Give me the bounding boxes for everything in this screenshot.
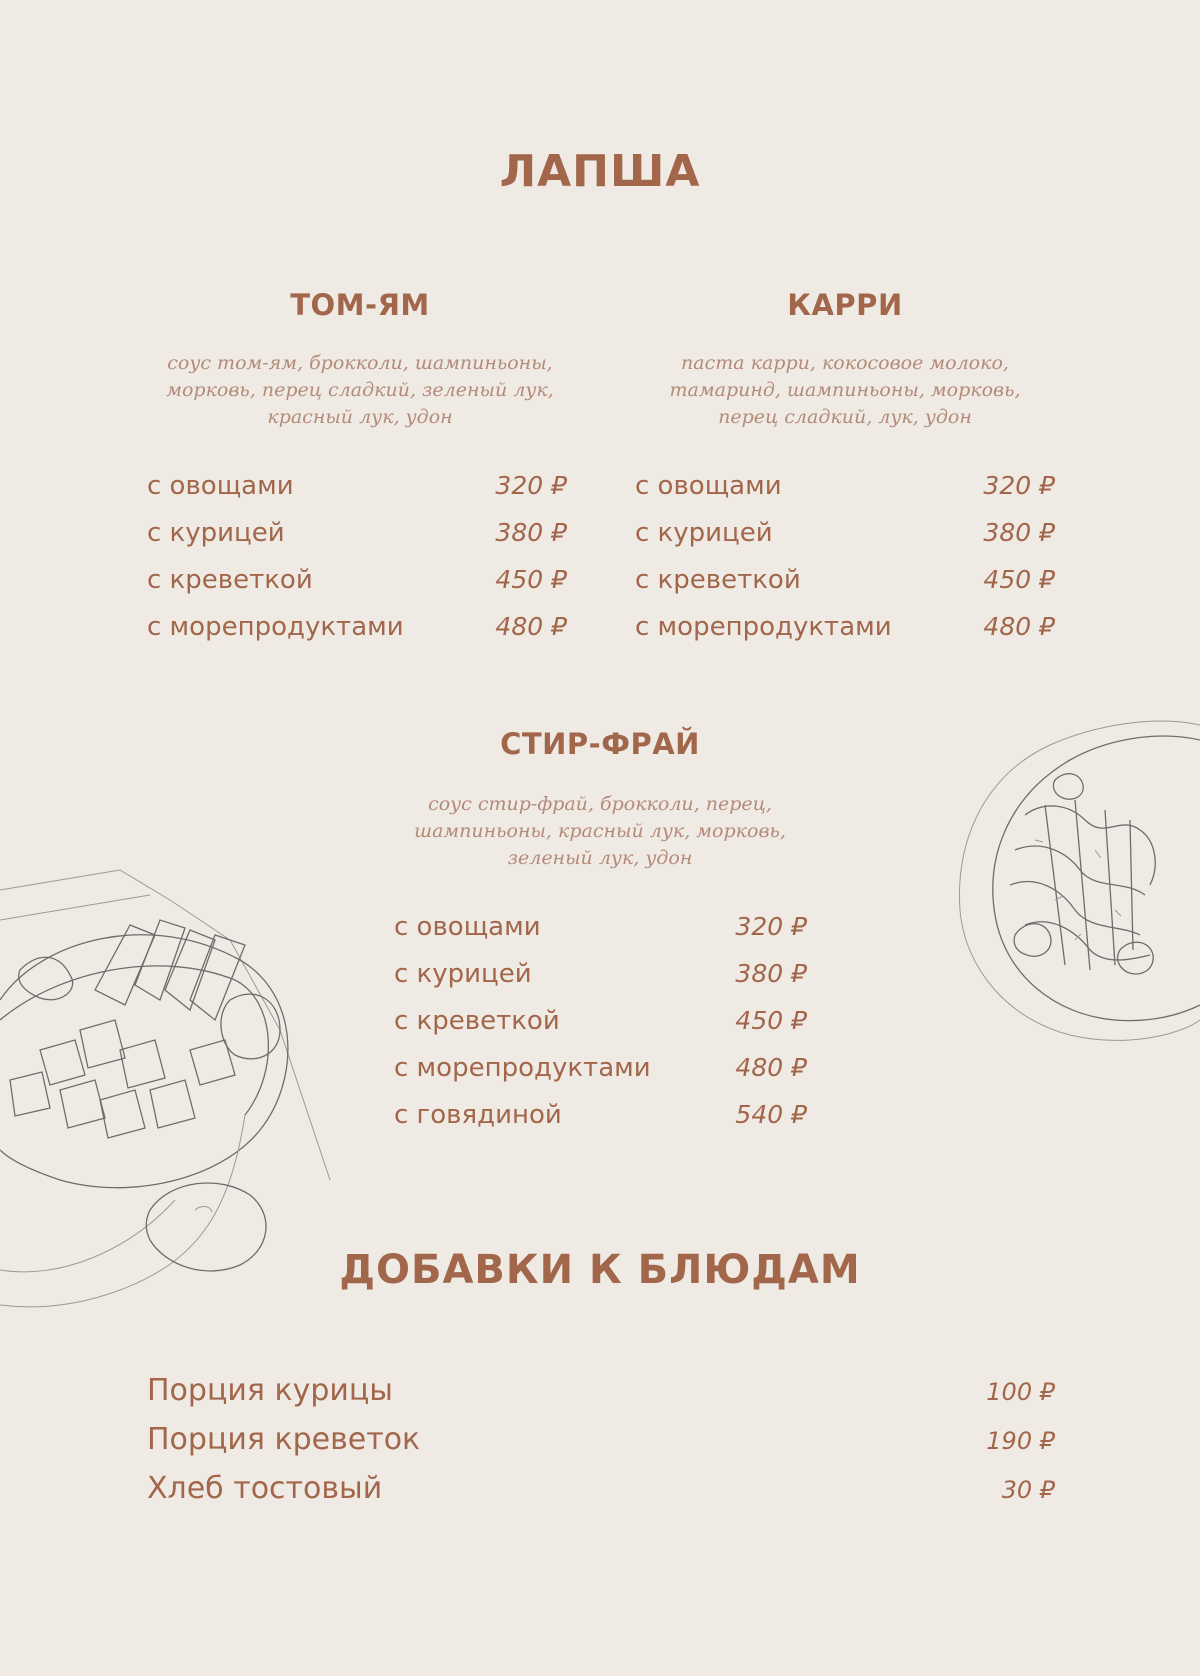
menu-item-name: с овощами [147,471,294,501]
additions-title: ДОБАВКИ К БЛЮДАМ [339,1247,861,1293]
addition-item-name: Хлеб тостовый [147,1471,383,1506]
menu-item-name: с курицей [394,959,532,989]
addition-item [147,1373,1055,1422]
menu-item-name: с морепродуктами [635,612,892,642]
addition-item [147,1422,1055,1471]
menu-item-price: 480 ₽ [983,612,1055,641]
addition-item-name: Порция креветок [147,1422,421,1457]
menu-item [147,565,567,612]
menu-item-name: с морепродуктами [394,1053,651,1083]
addition-item [147,1471,1055,1520]
menu-item-name: с креветкой [635,565,801,595]
menu-item-price: 380 ₽ [735,959,807,988]
menu-item-price: 450 ₽ [495,565,567,594]
section-description-tom-yam [130,350,590,431]
additions-list [147,1373,1055,1520]
menu-item-price: 320 ₽ [495,471,567,500]
description-line: шампиньоны, красный лук, морковь, [414,820,786,842]
menu-item-price: 480 ₽ [495,612,567,641]
description-line: морковь, перец сладкий, зеленый лук, [166,379,554,401]
menu-item-price: 320 ₽ [983,471,1055,500]
menu-item-price: 320 ₽ [735,912,807,941]
description-line: красный лук, удон [267,406,453,428]
menu-item [147,471,567,518]
menu-item [394,1006,807,1053]
noodle-plate-illustration [955,720,1200,1050]
menu-item-price: 450 ₽ [735,1006,807,1035]
menu-item-price: 450 ₽ [983,565,1055,594]
menu-item [635,518,1055,565]
menu-item [147,612,567,659]
addition-item-price: 30 ₽ [1001,1476,1055,1504]
menu-item [635,471,1055,518]
menu-item-name: с курицей [147,518,285,548]
menu-item [635,565,1055,612]
menu-item [635,612,1055,659]
description-line: соус том-ям, брокколи, шампиньоны, [167,352,553,374]
price-list-stir-fry [394,912,807,1147]
section-title-stir-fry: СТИР-ФРАЙ [500,727,700,761]
description-line: паста карри, кокосовое молоко, [681,352,1009,374]
menu-item-name: с говядиной [394,1100,562,1130]
description-line: перец сладкий, лук, удон [718,406,972,428]
page-title: ЛАПША [499,146,701,197]
section-title-curry: КАРРИ [787,288,903,322]
section-description-curry [615,350,1075,431]
price-list-curry [635,471,1055,659]
addition-item-name: Порция курицы [147,1373,393,1408]
menu-item [394,1053,807,1100]
menu-item [394,959,807,1006]
menu-item-name: с креветкой [147,565,313,595]
menu-item [394,912,807,959]
menu-item-name: с овощами [394,912,541,942]
menu-item-price: 380 ₽ [983,518,1055,547]
description-line: соус стир-фрай, брокколи, перец, [428,793,772,815]
section-title-tom-yam: ТОМ-ЯМ [290,288,430,322]
menu-item-name: с морепродуктами [147,612,404,642]
menu-item-price: 380 ₽ [495,518,567,547]
menu-item [147,518,567,565]
menu-item-name: с креветкой [394,1006,560,1036]
menu-item-price: 480 ₽ [735,1053,807,1082]
addition-item-price: 100 ₽ [986,1378,1055,1406]
menu-item-price: 540 ₽ [735,1100,807,1129]
menu-item-name: с овощами [635,471,782,501]
menu-item [394,1100,807,1147]
addition-item-price: 190 ₽ [986,1427,1055,1455]
section-description-stir-fry [380,791,820,872]
description-line: зеленый лук, удон [507,847,693,869]
description-line: тамаринд, шампиньоны, морковь, [669,379,1021,401]
price-list-tom-yam [147,471,567,659]
menu-item-name: с курицей [635,518,773,548]
